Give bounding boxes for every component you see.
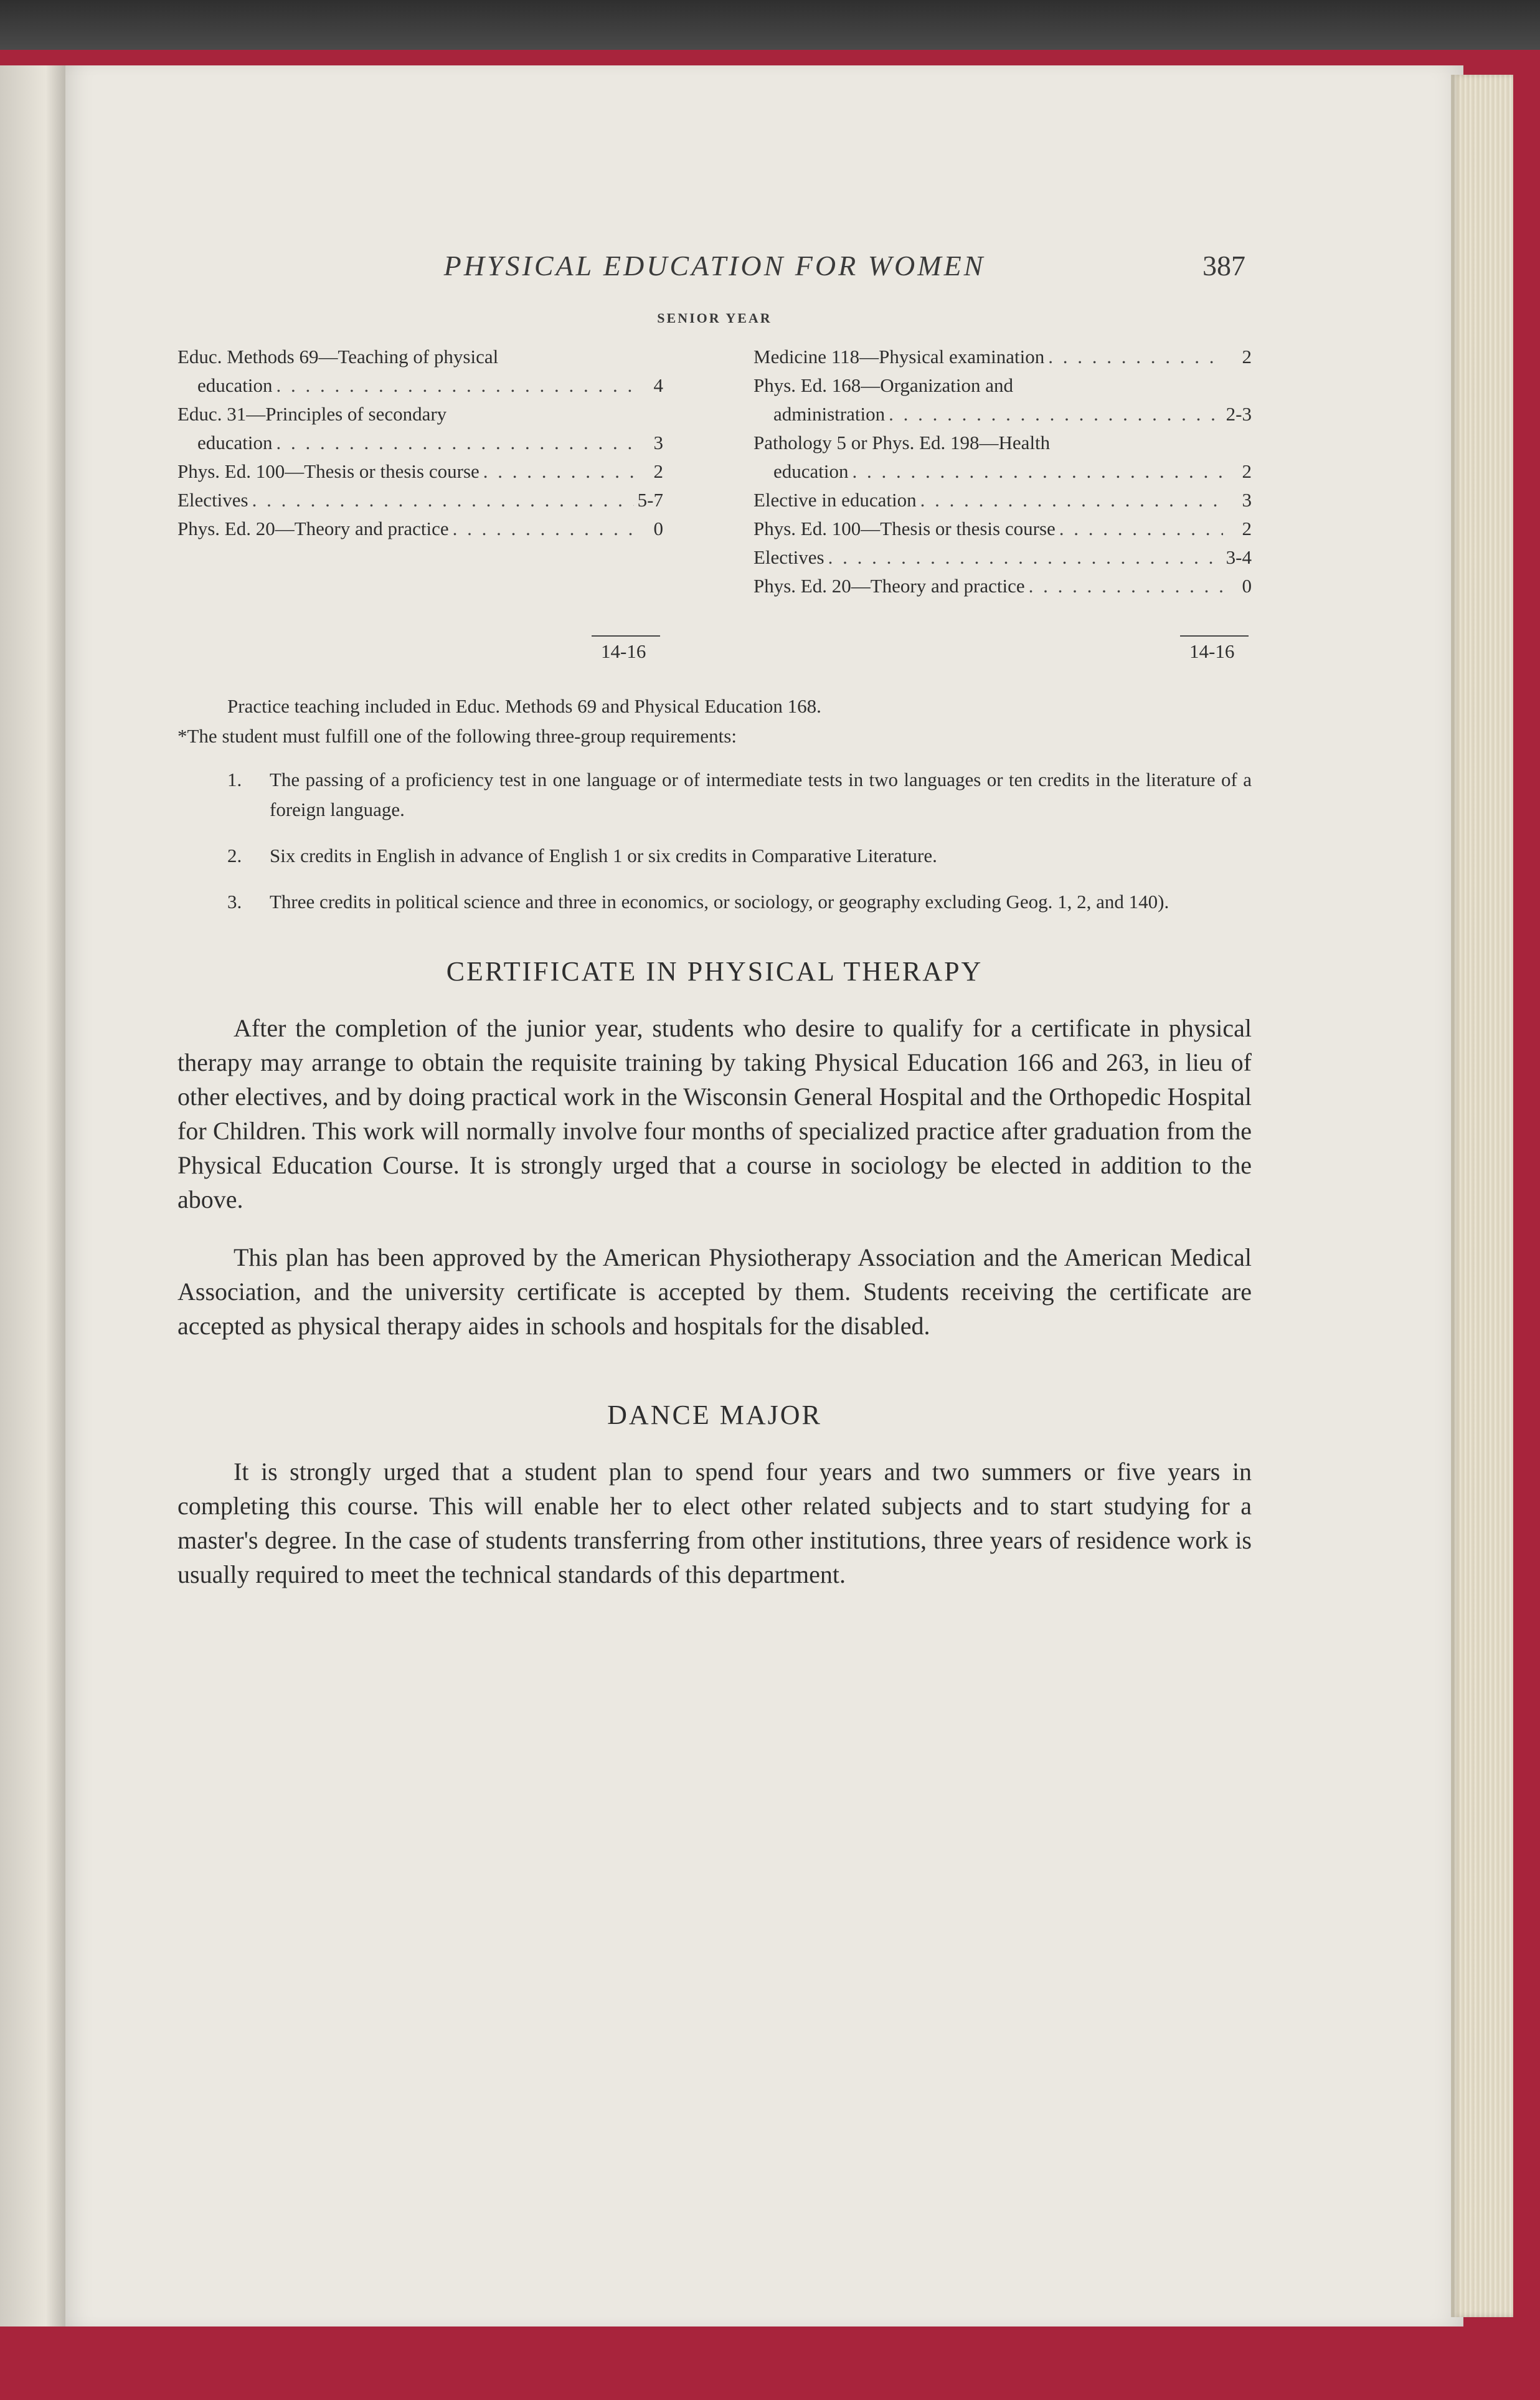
course-name: Medicine 118—Physical examination	[753, 346, 1045, 368]
list-item	[177, 765, 1252, 825]
course-name: administration	[773, 403, 886, 425]
course-name: Phys. Ed. 168—Organization and	[753, 374, 1014, 396]
course-name: education	[773, 460, 849, 482]
list-number: 3.	[227, 891, 242, 913]
course-credits: 0	[1242, 575, 1252, 597]
course-row	[753, 429, 1252, 457]
certificate-paragraph: After the completion of the junior year, students who desire to qualify for a certificate in physical therapy may arrange to obtain the requisite training by taking Physical Education 166 and 263, in lieu of other electives, and by doing practical work in the Wisconsin General Hospital and the Orthopedic Hospital for Children. This work will normally involve four months of specialized practice after graduation from the Physical Education Course. It is strongly urged that a course in sociology be elected in addition to the above.	[177, 1014, 1252, 1213]
course-name: Electives	[753, 546, 824, 568]
requirement-list	[177, 765, 1252, 917]
course-row	[177, 371, 663, 400]
leader-dots	[453, 515, 635, 543]
course-row	[753, 400, 1252, 429]
leader-dots	[276, 371, 635, 400]
leader-dots	[1048, 343, 1223, 371]
course-name: Phys. Ed. 20—Theory and practice	[177, 518, 449, 539]
list-text: Six credits in English in advance of English 1 or six credits in Comparative Literature.	[270, 845, 937, 866]
course-name: Phys. Ed. 20—Theory and practice	[753, 575, 1025, 597]
list-item	[177, 841, 1252, 871]
course-name: Phys. Ed. 100—Thesis or thesis course	[753, 518, 1056, 539]
course-credits: 0	[653, 518, 663, 539]
list-number: 2.	[227, 845, 242, 866]
page-number: 387	[1202, 250, 1245, 282]
course-credits: 2	[653, 460, 663, 482]
dance-major-heading: DANCE MAJOR	[607, 1400, 822, 1430]
left-total-rule	[592, 635, 660, 637]
course-credits: 3	[653, 432, 663, 453]
course-name: Elective in education	[753, 489, 917, 511]
senior-year-left-column	[177, 343, 663, 543]
leader-dots	[920, 486, 1223, 515]
notes	[177, 691, 1252, 751]
course-row	[177, 515, 663, 543]
course-name: Phys. Ed. 100—Thesis or thesis course	[177, 460, 479, 482]
course-row	[753, 486, 1252, 515]
senior-year-right-column	[753, 343, 1252, 600]
page-block-edges	[1451, 75, 1513, 2317]
leader-dots	[252, 486, 634, 515]
course-name: Pathology 5 or Phys. Ed. 198—Health	[753, 432, 1051, 453]
leader-dots	[889, 400, 1222, 429]
senior-year-label: SENIOR YEAR	[657, 310, 772, 326]
course-name: education	[197, 432, 273, 453]
right-total: 14-16	[1189, 640, 1235, 662]
practice-note: Practice teaching included in Educ. Methods 69 and Physical Education 168.	[227, 695, 821, 717]
course-row	[753, 515, 1252, 543]
leader-dots	[483, 457, 635, 486]
course-credits: 5-7	[637, 489, 663, 511]
course-credits: 3	[1242, 489, 1252, 511]
course-row	[753, 572, 1252, 600]
running-title: PHYSICAL EDUCATION FOR WOMEN	[443, 250, 986, 282]
list-text: The passing of a proficiency test in one language or of intermediate tests in two languages or ten credits in the literature of a foreign language.	[270, 769, 1252, 820]
list-item	[177, 887, 1252, 917]
course-name: Electives	[177, 489, 248, 511]
course-row	[753, 343, 1252, 371]
course-credits: 2	[1242, 518, 1252, 539]
course-row	[753, 543, 1252, 572]
course-row	[177, 457, 663, 486]
course-row	[753, 371, 1252, 400]
course-name: education	[197, 374, 273, 396]
right-total-rule	[1180, 635, 1249, 637]
course-row	[177, 343, 663, 371]
leader-dots	[276, 429, 635, 457]
course-credits: 3-4	[1226, 546, 1252, 568]
course-credits: 2	[1242, 460, 1252, 482]
course-credits: 2-3	[1226, 403, 1252, 425]
facing-page-edge	[0, 65, 65, 2326]
list-number: 1.	[227, 769, 242, 790]
page-content	[177, 249, 1252, 1591]
leader-dots	[853, 457, 1223, 486]
leader-dots	[828, 543, 1222, 572]
certificate-paragraph: This plan has been approved by the American Physiotherapy Association and the American Medical Association, and the university certificate is accepted by them. Students receiving the certificate are accepted as physical therapy aides in schools and hospitals for the disabled.	[177, 1243, 1252, 1340]
course-row	[177, 400, 663, 429]
scanner-background	[0, 0, 1540, 50]
course-row	[177, 429, 663, 457]
course-name: Educ. Methods 69—Teaching of physical	[177, 346, 499, 368]
certificate-heading: CERTIFICATE IN PHYSICAL THERAPY	[446, 956, 983, 987]
requirement-intro: *The student must fulfill one of the following three-group requirements:	[177, 725, 737, 747]
course-credits: 2	[1242, 346, 1252, 368]
course-credits: 4	[653, 374, 663, 396]
list-text: Three credits in political science and three in economics, or sociology, or geography excluding Geog. 1, 2, and 140).	[270, 891, 1169, 913]
course-row	[753, 457, 1252, 486]
dance-major-paragraph: It is strongly urged that a student plan to spend four years and two summers or five years in completing this course. This will enable her to elect other related subjects and to start studying for a master's degree. In the case of students transferring from other institutions, three years of residence work is usually required to meet the technical standards of this department.	[177, 1458, 1252, 1588]
senior-year-courses	[177, 343, 1252, 691]
leader-dots	[1059, 515, 1223, 543]
leader-dots	[1029, 572, 1223, 600]
course-row	[177, 486, 663, 515]
running-head	[177, 249, 1252, 293]
left-total: 14-16	[601, 640, 646, 662]
course-name: Educ. 31—Principles of secondary	[177, 403, 447, 425]
